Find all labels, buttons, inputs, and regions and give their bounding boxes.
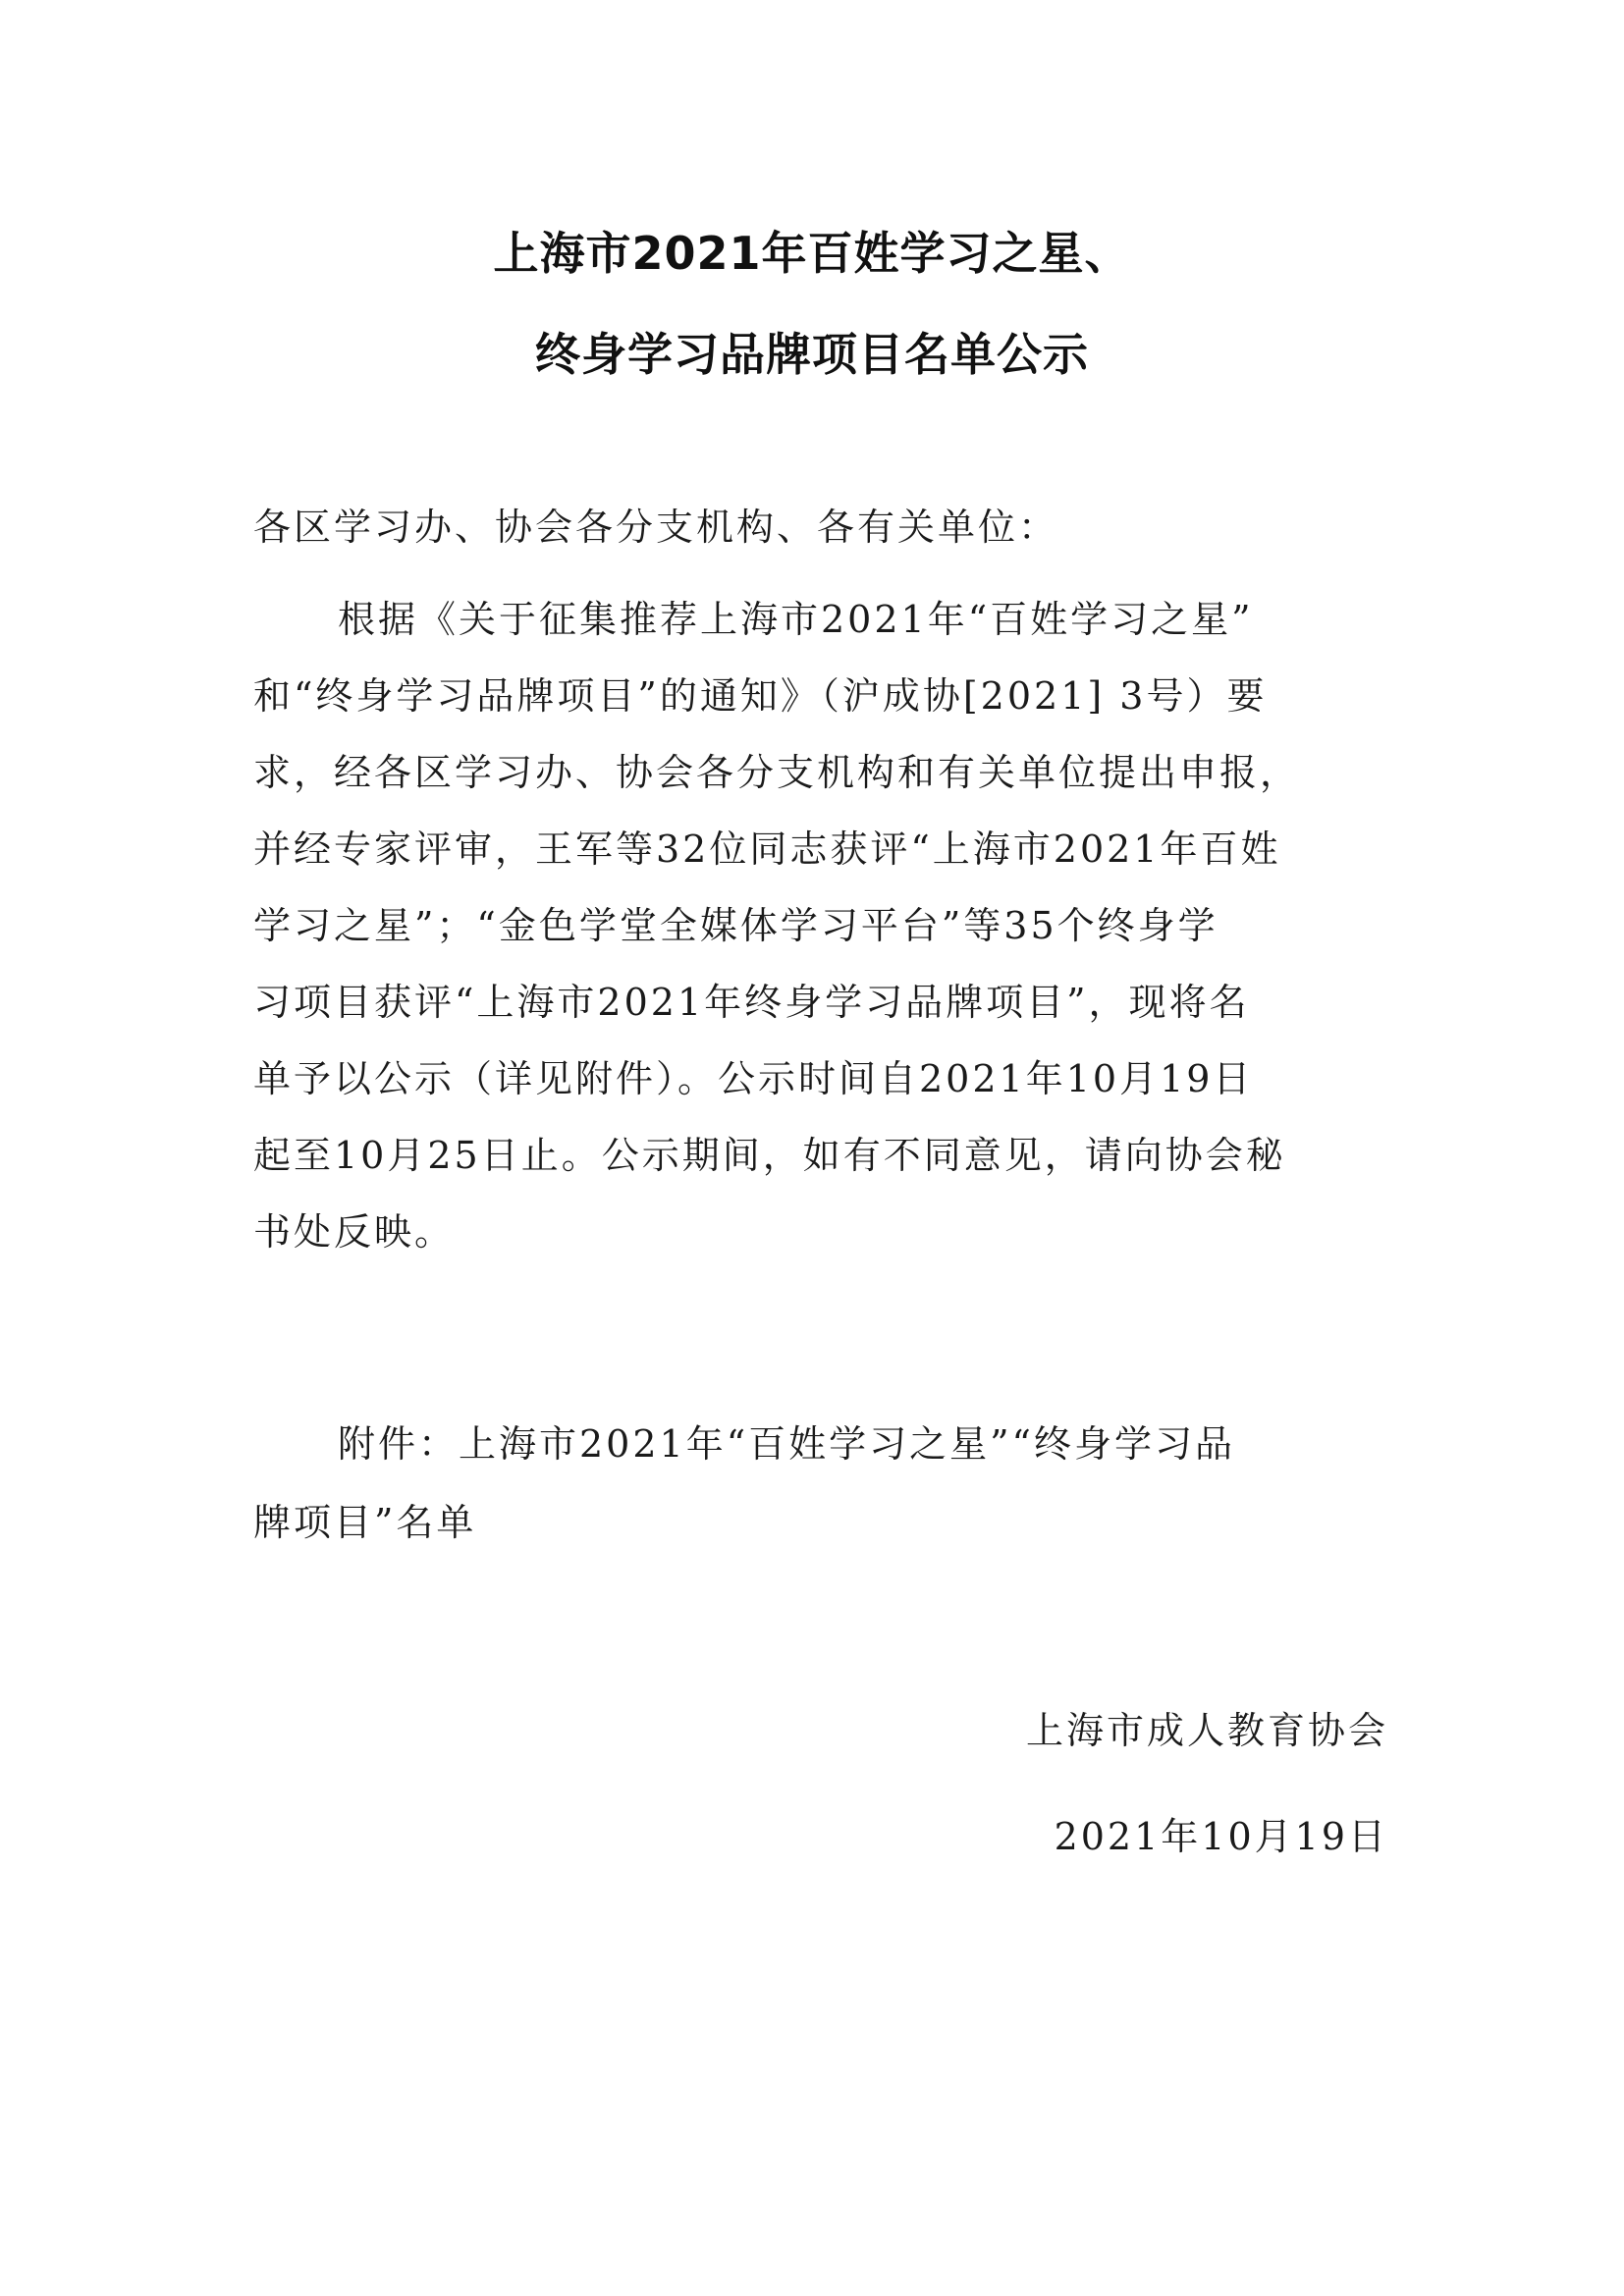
body-line: 起至10月25日止。公示期间，如有不同意见，请向协会秘 — [253, 1134, 1286, 1177]
body-line: 学习之星”；“金色学堂全媒体学习平台”等35个终身学 — [253, 904, 1218, 947]
body-line: 单予以公示（详见附件）。公示时间自2021年10月19日 — [253, 1057, 1254, 1100]
issue-date: 2021年10月19日 — [1054, 1815, 1388, 1858]
body-line: 根据《关于征集推荐上海市2021年“百姓学习之星” — [338, 598, 1254, 641]
salutation: 各区学习办、协会各分支机构、各有关单位： — [253, 506, 1059, 549]
body-line: 习项目获评“上海市2021年终身学习品牌项目”，现将名 — [253, 981, 1250, 1024]
issuer-name: 上海市成人教育协会 — [1025, 1709, 1388, 1752]
attachment-line: 附件：上海市2021年“百姓学习之星”“终身学习品 — [338, 1422, 1235, 1466]
body-line: 并经专家评审，王军等32位同志获评“上海市2021年百姓 — [253, 828, 1281, 871]
document-title-line-1: 上海市2021年百姓学习之星、 — [493, 227, 1131, 280]
body-line: 求，经各区学习办、协会各分支机构和有关单位提出申报， — [253, 751, 1301, 794]
body-line: 书处反映。 — [253, 1210, 456, 1254]
attachment-line: 牌项目”名单 — [253, 1501, 477, 1544]
document-title-line-2: 终身学习品牌项目名单公示 — [535, 328, 1089, 381]
body-line: 和“终身学习品牌项目”的通知》（沪成协[2021] 3号）要 — [253, 674, 1268, 718]
